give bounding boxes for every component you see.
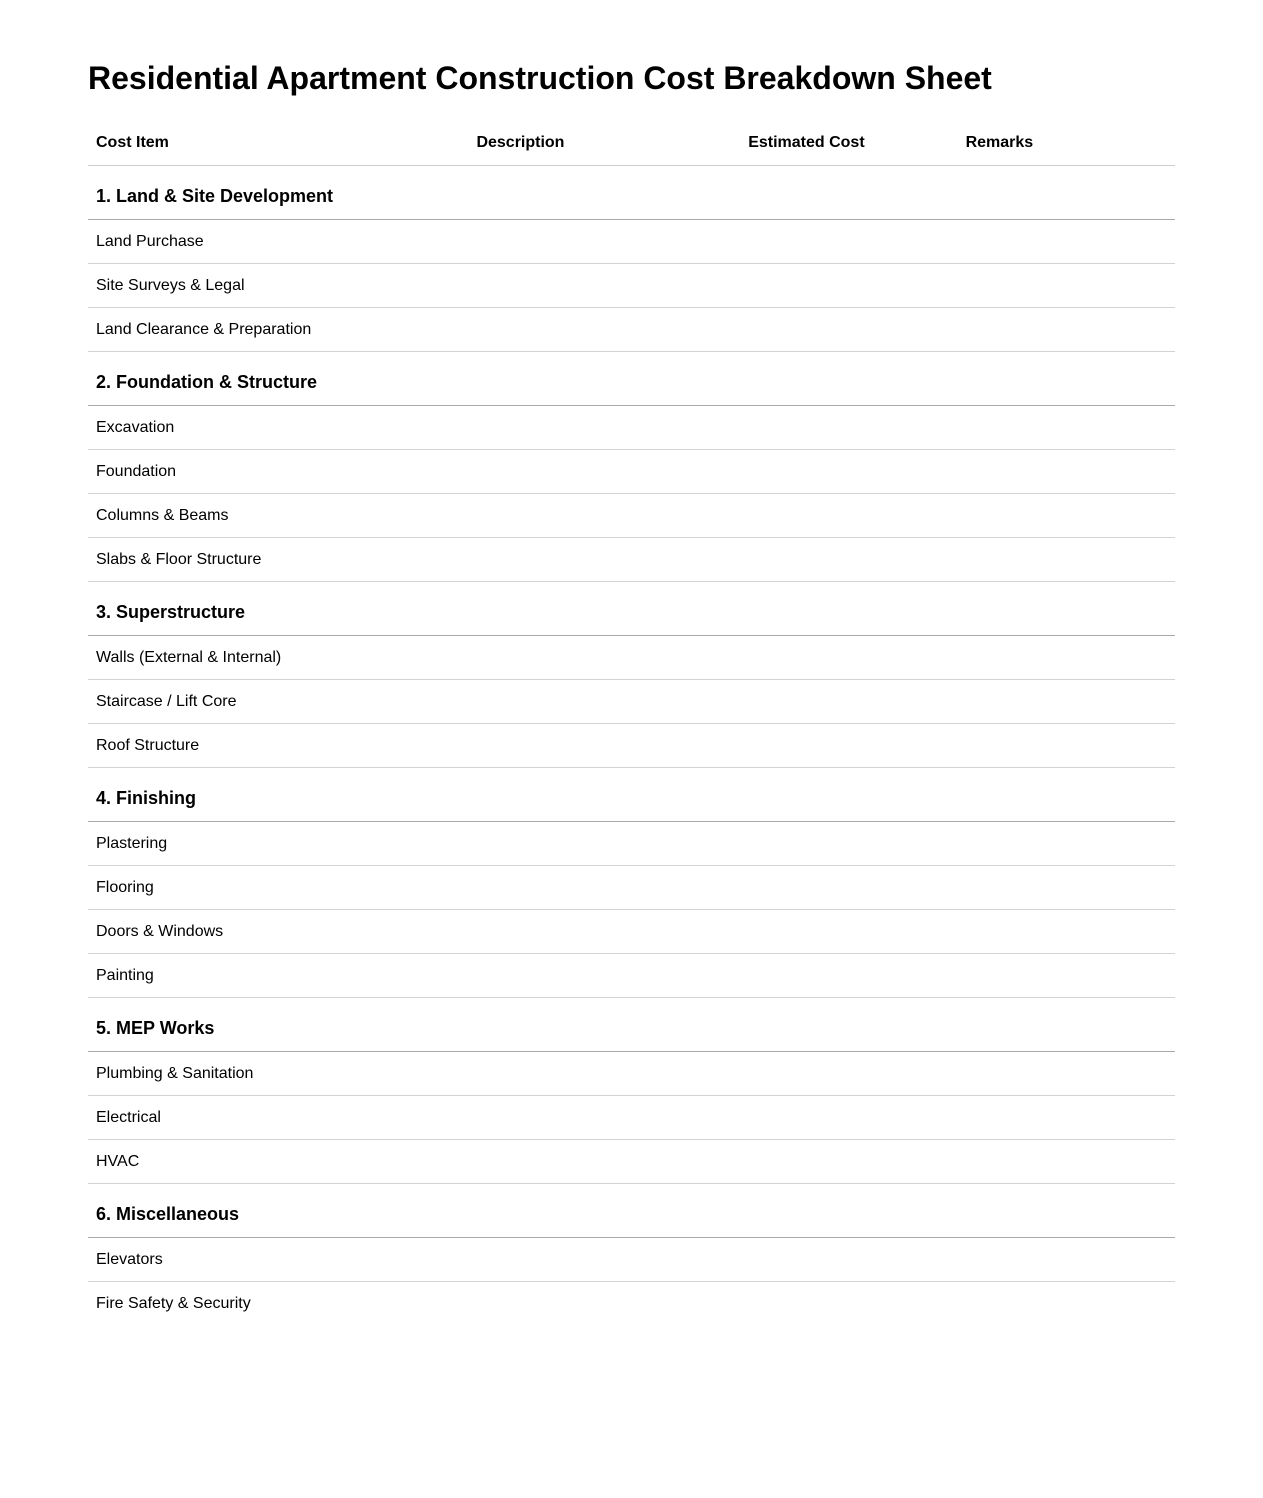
table-row bbox=[88, 538, 1175, 582]
remarks-cell[interactable] bbox=[958, 1052, 1175, 1096]
estimated-cost-cell[interactable] bbox=[740, 264, 957, 308]
section-header-row bbox=[88, 352, 1175, 406]
column-header-estimated-cost: Estimated Cost bbox=[740, 123, 957, 166]
estimated-cost-cell[interactable] bbox=[740, 220, 957, 264]
cost-item-cell: Elevators bbox=[88, 1238, 468, 1282]
remarks-cell[interactable] bbox=[958, 1140, 1175, 1184]
cost-item-cell: Land Purchase bbox=[88, 220, 468, 264]
estimated-cost-cell[interactable] bbox=[740, 1052, 957, 1096]
page-title: Residential Apartment Construction Cost Breakdown Sheet bbox=[88, 60, 992, 96]
estimated-cost-cell[interactable] bbox=[740, 406, 957, 450]
table-row bbox=[88, 264, 1175, 308]
cost-item-cell: Slabs & Floor Structure bbox=[88, 538, 468, 582]
table-row bbox=[88, 1140, 1175, 1184]
estimated-cost-cell[interactable] bbox=[740, 1140, 957, 1184]
column-header-remarks: Remarks bbox=[958, 123, 1175, 166]
description-cell[interactable] bbox=[468, 406, 740, 450]
description-cell[interactable] bbox=[468, 264, 740, 308]
estimated-cost-cell[interactable] bbox=[740, 866, 957, 910]
description-cell[interactable] bbox=[468, 450, 740, 494]
table-row bbox=[88, 1096, 1175, 1140]
table-header-row bbox=[88, 123, 1175, 166]
section-title: 5. MEP Works bbox=[88, 998, 1175, 1052]
remarks-cell[interactable] bbox=[958, 220, 1175, 264]
description-cell[interactable] bbox=[468, 822, 740, 866]
table-row bbox=[88, 406, 1175, 450]
table-row bbox=[88, 494, 1175, 538]
table-row bbox=[88, 1282, 1175, 1326]
cost-item-cell: Fire Safety & Security bbox=[96, 1295, 251, 1312]
section-header-row bbox=[88, 1184, 1175, 1238]
estimated-cost-cell[interactable] bbox=[740, 1238, 957, 1282]
description-cell[interactable] bbox=[468, 636, 740, 680]
description-cell[interactable] bbox=[468, 308, 740, 352]
table-row bbox=[88, 450, 1175, 494]
cost-item-cell: Foundation bbox=[88, 450, 468, 494]
remarks-cell[interactable] bbox=[958, 822, 1175, 866]
section-header-row bbox=[88, 166, 1175, 220]
remarks-cell[interactable] bbox=[958, 954, 1175, 998]
column-header-cost-item: Cost Item bbox=[88, 123, 468, 166]
description-cell[interactable] bbox=[468, 1282, 740, 1326]
estimated-cost-cell[interactable] bbox=[740, 910, 957, 954]
cost-item-cell: Walls (External & Internal) bbox=[88, 636, 468, 680]
remarks-cell[interactable] bbox=[958, 910, 1175, 954]
table-row bbox=[88, 910, 1175, 954]
estimated-cost-cell[interactable] bbox=[740, 724, 957, 768]
remarks-cell[interactable] bbox=[958, 494, 1175, 538]
description-cell[interactable] bbox=[468, 494, 740, 538]
section-title: 3. Superstructure bbox=[88, 582, 1175, 636]
table-row bbox=[88, 1238, 1175, 1282]
cost-item-cell: Plastering bbox=[88, 822, 468, 866]
remarks-cell[interactable] bbox=[958, 308, 1175, 352]
section-title: 6. Miscellaneous bbox=[88, 1184, 1175, 1238]
estimated-cost-cell[interactable] bbox=[740, 1282, 957, 1326]
section-header-row bbox=[88, 582, 1175, 636]
table-row bbox=[88, 308, 1175, 352]
cost-item-cell: Excavation bbox=[88, 406, 468, 450]
estimated-cost-cell[interactable] bbox=[740, 636, 957, 680]
section-title: 4. Finishing bbox=[88, 768, 1175, 822]
table-row bbox=[88, 822, 1175, 866]
cost-item-cell: Plumbing & Sanitation bbox=[88, 1052, 468, 1096]
section-header-row bbox=[88, 768, 1175, 822]
description-cell[interactable] bbox=[468, 1052, 740, 1096]
cost-item-cell: Doors & Windows bbox=[88, 910, 468, 954]
remarks-cell[interactable] bbox=[958, 1238, 1175, 1282]
section-title: 1. Land & Site Development bbox=[88, 166, 1175, 220]
description-cell[interactable] bbox=[468, 680, 740, 724]
table-row bbox=[88, 636, 1175, 680]
cost-item-cell: Land Clearance & Preparation bbox=[88, 308, 468, 352]
cost-item-cell: Staircase / Lift Core bbox=[88, 680, 468, 724]
cost-item-cell: Site Surveys & Legal bbox=[88, 264, 468, 308]
table-row bbox=[88, 866, 1175, 910]
remarks-cell[interactable] bbox=[958, 866, 1175, 910]
cost-item-cell: Columns & Beams bbox=[88, 494, 468, 538]
remarks-cell[interactable] bbox=[958, 724, 1175, 768]
table-row bbox=[88, 680, 1175, 724]
estimated-cost-cell[interactable] bbox=[740, 494, 957, 538]
description-cell[interactable] bbox=[468, 910, 740, 954]
table-row bbox=[88, 1052, 1175, 1096]
description-cell[interactable] bbox=[468, 954, 740, 998]
remarks-cell[interactable] bbox=[958, 450, 1175, 494]
remarks-cell[interactable] bbox=[958, 406, 1175, 450]
column-header-description: Description bbox=[468, 123, 740, 166]
remarks-cell[interactable] bbox=[958, 680, 1175, 724]
cost-item-cell: Electrical bbox=[88, 1096, 468, 1140]
remarks-cell[interactable] bbox=[958, 1282, 1175, 1326]
cost-item-cell: Flooring bbox=[88, 866, 468, 910]
description-cell[interactable] bbox=[468, 1238, 740, 1282]
estimated-cost-cell[interactable] bbox=[740, 822, 957, 866]
description-cell[interactable] bbox=[468, 866, 740, 910]
estimated-cost-cell[interactable] bbox=[740, 954, 957, 998]
table-row bbox=[88, 954, 1175, 998]
table-body bbox=[88, 166, 1175, 1326]
cost-breakdown-table bbox=[88, 123, 1175, 1325]
estimated-cost-cell[interactable] bbox=[740, 308, 957, 352]
estimated-cost-cell[interactable] bbox=[740, 1096, 957, 1140]
remarks-cell[interactable] bbox=[958, 264, 1175, 308]
description-cell[interactable] bbox=[468, 538, 740, 582]
section-title: 2. Foundation & Structure bbox=[88, 352, 1175, 406]
cost-item-cell: Painting bbox=[88, 954, 468, 998]
description-cell[interactable] bbox=[468, 220, 740, 264]
table-row bbox=[88, 724, 1175, 768]
cost-item-cell: HVAC bbox=[88, 1140, 468, 1184]
remarks-cell[interactable] bbox=[958, 538, 1175, 582]
table-row bbox=[88, 220, 1175, 264]
cost-sheet bbox=[88, 56, 1175, 1325]
cost-item-cell: Roof Structure bbox=[88, 724, 468, 768]
description-cell[interactable] bbox=[468, 1096, 740, 1140]
remarks-cell[interactable] bbox=[958, 1096, 1175, 1140]
description-cell[interactable] bbox=[468, 1140, 740, 1184]
description-cell[interactable] bbox=[468, 724, 740, 768]
estimated-cost-cell[interactable] bbox=[740, 450, 957, 494]
estimated-cost-cell[interactable] bbox=[740, 538, 957, 582]
section-header-row bbox=[88, 998, 1175, 1052]
remarks-cell[interactable] bbox=[958, 636, 1175, 680]
estimated-cost-cell[interactable] bbox=[740, 680, 957, 724]
